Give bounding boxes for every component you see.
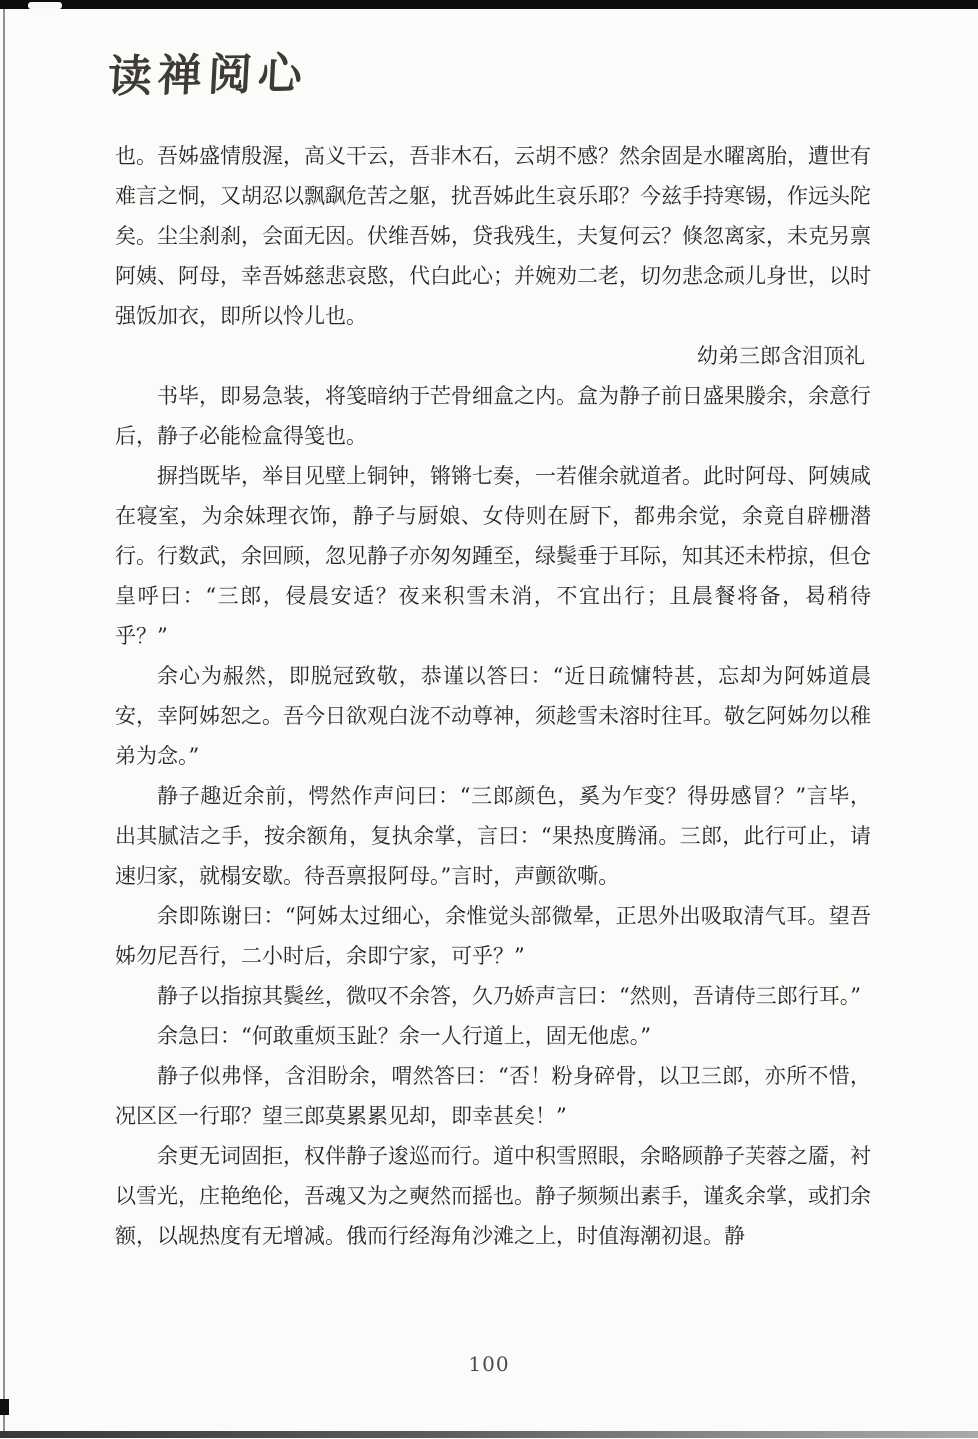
scan-left-edge-mark [0,1399,9,1415]
paragraph: 静子趣近余前，愕然作声问曰：“三郎颜色，奚为乍变？得毋感冒？”言毕，出其腻洁之手，按余额角，复执余掌，言曰：“果热度腾涌。三郎，此行可止，请速归家，就榻安歇。待吾禀报阿母。”言时，声颤欲嘶。 [115,784,871,888]
paragraph: 余更无词固拒，权伴静子逡巡而行。道中积雪照眼，余略顾静子芙蓉之靥，衬以雪光，庄艳绝伦，吾魂又为之奭然而摇也。静子频频出素手，谨炙余掌，或扪余额，以觇热度有无增减。俄而行经海角沙滩之上，时值海潮初退。静 [115,1144,871,1248]
page-body [115,136,871,1256]
paragraph: 余急曰：“何敢重烦玉趾？余一人行道上，固无他虑。” [157,1024,651,1048]
scan-bottom-bar [0,1431,978,1438]
paragraph: 余即陈谢曰：“阿姊太过细心，余惟觉头部微晕，正思外出吸取清气耳。望吾姊勿尼吾行，二小时后，余即宁家，可乎？” [115,904,871,968]
paragraph: 余心为赧然，即脱冠致敬，恭谨以答曰：“近日疏慵特甚，忘却为阿姊道晨安，幸阿姊恕之。吾今日欲观白泷不动尊神，须趁雪未溶时往耳。敬乞阿姊勿以稚弟为念。” [115,664,871,768]
paragraph: 摒挡既毕，举目见壁上铜钟，锵锵七奏，一若催余就道者。此时阿母、阿姨咸在寝室，为余妹理衣饰，静子与厨娘、女侍则在厨下，都弗余觉，余竟自辟栅潜行。行数武，余回顾，忽见静子亦匆匆踵至，绿鬓垂于耳际，知其还未栉掠，但仓皇呼曰：“三郎，侵晨安适？夜来积雪未消，不宜出行；且晨餐将备，曷稍待乎？” [115,464,871,648]
scan-left-edge-line [3,9,5,1431]
scan-top-bar [0,0,978,9]
paragraph: 静子似弗怿，含泪盼余，喟然答曰：“否！粉身碎骨，以卫三郎，亦所不惜，况区区一行耶？望三郎莫累累见却，即幸甚矣！” [115,1064,871,1128]
page-number: 100 [468,1352,510,1376]
letter-signature: 幼弟三郎含泪顶礼 [697,344,865,368]
paragraph: 静子以指掠其鬓丝，微叹不余答，久乃娇声言曰：“然则，吾请侍三郎行耳。” [157,984,861,1008]
paragraph: 书毕，即易急装，将笺暗纳于芒骨细盒之内。盒为静子前日盛果媵余，余意行后，静子必能检盒得笺也。 [115,384,871,448]
book-series-logo: 读禅阅心 [106,48,310,103]
scan-top-bar-notch [28,2,62,9]
paragraph: 也。吾姊盛情殷渥，高义干云，吾非木石，云胡不感？然余固是水曜离胎，遭世有难言之恫，又胡忍以飘飖危苦之躯，扰吾姊此生哀乐耶？今兹手持寒锡，作远头陀矣。尘尘刹刹，会面无因。伏维吾姊，贷我残生，夫复何云？倏忽离家，未克另禀阿姨、阿母，幸吾姊慈悲哀愍，代白此心；并婉劝二老，切勿悲念顽儿身世，以时强饭加衣，即所以怜儿也。 [115,144,871,328]
